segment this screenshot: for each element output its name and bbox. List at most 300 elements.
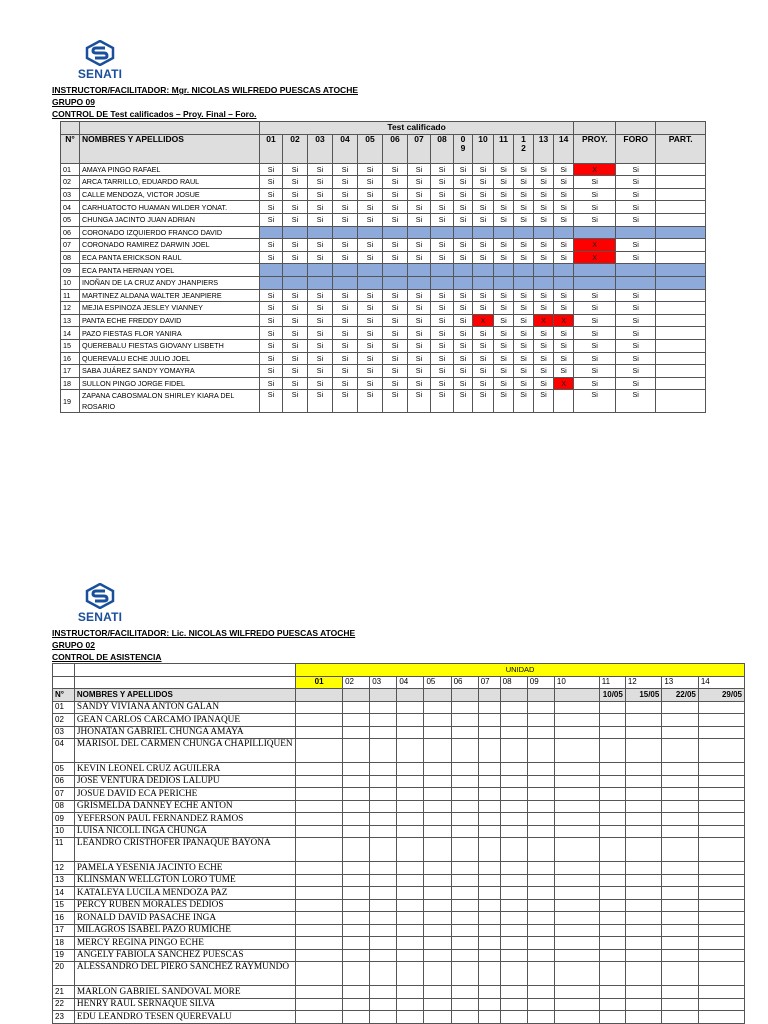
- attendance-cell[interactable]: [698, 862, 744, 875]
- attendance-cell[interactable]: [554, 1011, 599, 1024]
- attendance-cell[interactable]: [424, 813, 451, 826]
- attendance-cell[interactable]: [527, 739, 554, 763]
- attendance-cell[interactable]: [599, 962, 625, 986]
- attendance-cell[interactable]: [554, 986, 599, 999]
- attendance-cell[interactable]: [343, 788, 370, 801]
- attendance-cell[interactable]: [424, 1011, 451, 1024]
- attendance-cell[interactable]: [554, 998, 599, 1011]
- attendance-cell[interactable]: [500, 825, 527, 838]
- attendance-cell[interactable]: [296, 949, 343, 962]
- attendance-cell[interactable]: [500, 788, 527, 801]
- attendance-cell[interactable]: [296, 763, 343, 776]
- attendance-cell[interactable]: [662, 714, 699, 727]
- attendance-cell[interactable]: [451, 899, 478, 912]
- attendance-cell[interactable]: [424, 862, 451, 875]
- attendance-cell[interactable]: [554, 838, 599, 862]
- attendance-cell[interactable]: [599, 825, 625, 838]
- attendance-cell[interactable]: [599, 986, 625, 999]
- attendance-cell[interactable]: [370, 838, 397, 862]
- attendance-cell[interactable]: [343, 739, 370, 763]
- attendance-cell[interactable]: [698, 986, 744, 999]
- attendance-cell[interactable]: [370, 998, 397, 1011]
- attendance-cell[interactable]: [698, 813, 744, 826]
- attendance-cell[interactable]: [370, 1011, 397, 1024]
- attendance-cell[interactable]: [397, 937, 424, 950]
- attendance-cell[interactable]: [500, 887, 527, 900]
- attendance-cell[interactable]: [527, 887, 554, 900]
- attendance-cell[interactable]: [296, 986, 343, 999]
- attendance-cell[interactable]: [500, 775, 527, 788]
- attendance-cell[interactable]: [662, 1011, 699, 1024]
- attendance-cell[interactable]: [451, 726, 478, 739]
- attendance-cell[interactable]: [296, 1011, 343, 1024]
- attendance-cell[interactable]: [397, 962, 424, 986]
- attendance-cell[interactable]: [343, 986, 370, 999]
- attendance-cell[interactable]: [296, 962, 343, 986]
- attendance-cell[interactable]: [451, 862, 478, 875]
- attendance-cell[interactable]: [397, 986, 424, 999]
- attendance-cell[interactable]: [424, 912, 451, 925]
- attendance-cell[interactable]: [662, 912, 699, 925]
- attendance-cell[interactable]: [599, 862, 625, 875]
- attendance-cell[interactable]: [599, 813, 625, 826]
- attendance-cell[interactable]: [451, 887, 478, 900]
- attendance-cell[interactable]: [451, 813, 478, 826]
- attendance-cell[interactable]: [424, 726, 451, 739]
- attendance-cell[interactable]: [625, 899, 662, 912]
- attendance-cell[interactable]: [554, 788, 599, 801]
- attendance-cell[interactable]: [451, 763, 478, 776]
- attendance-cell[interactable]: [662, 726, 699, 739]
- attendance-cell[interactable]: [343, 1011, 370, 1024]
- attendance-cell[interactable]: [343, 998, 370, 1011]
- attendance-cell[interactable]: [296, 838, 343, 862]
- attendance-cell[interactable]: [554, 701, 599, 714]
- attendance-cell[interactable]: [527, 862, 554, 875]
- attendance-cell[interactable]: [599, 924, 625, 937]
- attendance-cell[interactable]: [370, 887, 397, 900]
- attendance-cell[interactable]: [625, 986, 662, 999]
- attendance-cell[interactable]: [500, 739, 527, 763]
- attendance-cell[interactable]: [296, 788, 343, 801]
- attendance-cell[interactable]: [343, 838, 370, 862]
- attendance-cell[interactable]: [343, 962, 370, 986]
- attendance-cell[interactable]: [397, 874, 424, 887]
- attendance-cell[interactable]: [370, 701, 397, 714]
- attendance-cell[interactable]: [527, 701, 554, 714]
- attendance-cell[interactable]: [397, 887, 424, 900]
- attendance-cell[interactable]: [500, 838, 527, 862]
- attendance-cell[interactable]: [698, 949, 744, 962]
- attendance-cell[interactable]: [698, 887, 744, 900]
- attendance-cell[interactable]: [343, 800, 370, 813]
- attendance-cell[interactable]: [698, 825, 744, 838]
- attendance-cell[interactable]: [554, 813, 599, 826]
- attendance-cell[interactable]: [554, 739, 599, 763]
- attendance-cell[interactable]: [527, 899, 554, 912]
- attendance-cell[interactable]: [625, 775, 662, 788]
- attendance-cell[interactable]: [296, 998, 343, 1011]
- attendance-cell[interactable]: [478, 825, 500, 838]
- attendance-cell[interactable]: [554, 714, 599, 727]
- attendance-cell[interactable]: [343, 726, 370, 739]
- attendance-cell[interactable]: [451, 924, 478, 937]
- attendance-cell[interactable]: [296, 874, 343, 887]
- attendance-cell[interactable]: [625, 788, 662, 801]
- attendance-cell[interactable]: [296, 726, 343, 739]
- attendance-cell[interactable]: [662, 825, 699, 838]
- attendance-cell[interactable]: [370, 726, 397, 739]
- attendance-cell[interactable]: [599, 775, 625, 788]
- attendance-cell[interactable]: [662, 763, 699, 776]
- attendance-cell[interactable]: [370, 924, 397, 937]
- attendance-cell[interactable]: [478, 800, 500, 813]
- attendance-cell[interactable]: [397, 1011, 424, 1024]
- attendance-cell[interactable]: [478, 763, 500, 776]
- attendance-cell[interactable]: [397, 899, 424, 912]
- attendance-cell[interactable]: [554, 763, 599, 776]
- attendance-cell[interactable]: [527, 838, 554, 862]
- attendance-cell[interactable]: [296, 714, 343, 727]
- attendance-cell[interactable]: [625, 800, 662, 813]
- attendance-cell[interactable]: [625, 998, 662, 1011]
- attendance-cell[interactable]: [296, 862, 343, 875]
- attendance-cell[interactable]: [527, 949, 554, 962]
- attendance-cell[interactable]: [343, 949, 370, 962]
- attendance-cell[interactable]: [500, 813, 527, 826]
- attendance-cell[interactable]: [451, 986, 478, 999]
- attendance-cell[interactable]: [370, 937, 397, 950]
- attendance-cell[interactable]: [343, 763, 370, 776]
- attendance-cell[interactable]: [625, 701, 662, 714]
- attendance-cell[interactable]: [500, 726, 527, 739]
- attendance-cell[interactable]: [343, 912, 370, 925]
- attendance-cell[interactable]: [451, 825, 478, 838]
- attendance-cell[interactable]: [451, 800, 478, 813]
- attendance-cell[interactable]: [662, 838, 699, 862]
- attendance-cell[interactable]: [343, 813, 370, 826]
- attendance-cell[interactable]: [698, 874, 744, 887]
- attendance-cell[interactable]: [554, 800, 599, 813]
- attendance-cell[interactable]: [478, 949, 500, 962]
- attendance-cell[interactable]: [599, 726, 625, 739]
- attendance-cell[interactable]: [599, 949, 625, 962]
- attendance-cell[interactable]: [424, 874, 451, 887]
- attendance-cell[interactable]: [451, 912, 478, 925]
- attendance-cell[interactable]: [424, 998, 451, 1011]
- attendance-cell[interactable]: [451, 937, 478, 950]
- attendance-cell[interactable]: [370, 739, 397, 763]
- attendance-cell[interactable]: [599, 874, 625, 887]
- attendance-cell[interactable]: [343, 937, 370, 950]
- attendance-cell[interactable]: [370, 788, 397, 801]
- attendance-cell[interactable]: [397, 949, 424, 962]
- attendance-cell[interactable]: [397, 912, 424, 925]
- attendance-cell[interactable]: [554, 726, 599, 739]
- attendance-cell[interactable]: [698, 998, 744, 1011]
- attendance-cell[interactable]: [625, 714, 662, 727]
- attendance-cell[interactable]: [397, 788, 424, 801]
- attendance-cell[interactable]: [698, 788, 744, 801]
- attendance-cell[interactable]: [451, 1011, 478, 1024]
- attendance-cell[interactable]: [296, 701, 343, 714]
- attendance-cell[interactable]: [478, 701, 500, 714]
- attendance-cell[interactable]: [478, 986, 500, 999]
- attendance-cell[interactable]: [500, 937, 527, 950]
- attendance-cell[interactable]: [451, 775, 478, 788]
- attendance-cell[interactable]: [397, 726, 424, 739]
- attendance-cell[interactable]: [424, 899, 451, 912]
- attendance-cell[interactable]: [554, 949, 599, 962]
- attendance-cell[interactable]: [662, 775, 699, 788]
- attendance-cell[interactable]: [397, 998, 424, 1011]
- attendance-cell[interactable]: [698, 899, 744, 912]
- attendance-cell[interactable]: [451, 998, 478, 1011]
- attendance-cell[interactable]: [478, 924, 500, 937]
- attendance-cell[interactable]: [599, 714, 625, 727]
- attendance-cell[interactable]: [662, 949, 699, 962]
- attendance-cell[interactable]: [527, 775, 554, 788]
- attendance-cell[interactable]: [478, 899, 500, 912]
- attendance-cell[interactable]: [370, 874, 397, 887]
- attendance-cell[interactable]: [527, 986, 554, 999]
- attendance-cell[interactable]: [397, 813, 424, 826]
- attendance-cell[interactable]: [370, 899, 397, 912]
- attendance-cell[interactable]: [599, 1011, 625, 1024]
- attendance-cell[interactable]: [500, 800, 527, 813]
- attendance-cell[interactable]: [397, 739, 424, 763]
- attendance-cell[interactable]: [599, 887, 625, 900]
- attendance-cell[interactable]: [424, 800, 451, 813]
- attendance-cell[interactable]: [370, 763, 397, 776]
- attendance-cell[interactable]: [296, 825, 343, 838]
- attendance-cell[interactable]: [527, 825, 554, 838]
- attendance-cell[interactable]: [625, 924, 662, 937]
- attendance-cell[interactable]: [451, 739, 478, 763]
- attendance-cell[interactable]: [698, 763, 744, 776]
- attendance-cell[interactable]: [554, 862, 599, 875]
- attendance-cell[interactable]: [424, 887, 451, 900]
- attendance-cell[interactable]: [451, 962, 478, 986]
- attendance-cell[interactable]: [343, 862, 370, 875]
- attendance-cell[interactable]: [554, 874, 599, 887]
- attendance-cell[interactable]: [478, 912, 500, 925]
- attendance-cell[interactable]: [451, 949, 478, 962]
- attendance-cell[interactable]: [370, 862, 397, 875]
- attendance-cell[interactable]: [370, 775, 397, 788]
- attendance-cell[interactable]: [527, 937, 554, 950]
- attendance-cell[interactable]: [599, 800, 625, 813]
- attendance-cell[interactable]: [478, 726, 500, 739]
- attendance-cell[interactable]: [500, 912, 527, 925]
- attendance-cell[interactable]: [424, 838, 451, 862]
- attendance-cell[interactable]: [451, 714, 478, 727]
- attendance-cell[interactable]: [343, 924, 370, 937]
- attendance-cell[interactable]: [478, 874, 500, 887]
- attendance-cell[interactable]: [625, 949, 662, 962]
- attendance-cell[interactable]: [500, 874, 527, 887]
- attendance-cell[interactable]: [343, 775, 370, 788]
- attendance-cell[interactable]: [527, 813, 554, 826]
- attendance-cell[interactable]: [554, 825, 599, 838]
- attendance-cell[interactable]: [478, 1011, 500, 1024]
- attendance-cell[interactable]: [554, 912, 599, 925]
- attendance-cell[interactable]: [478, 887, 500, 900]
- attendance-cell[interactable]: [370, 986, 397, 999]
- attendance-cell[interactable]: [599, 899, 625, 912]
- attendance-cell[interactable]: [500, 714, 527, 727]
- attendance-cell[interactable]: [478, 998, 500, 1011]
- attendance-cell[interactable]: [500, 924, 527, 937]
- attendance-cell[interactable]: [343, 874, 370, 887]
- attendance-cell[interactable]: [370, 813, 397, 826]
- attendance-cell[interactable]: [424, 775, 451, 788]
- attendance-cell[interactable]: [397, 838, 424, 862]
- attendance-cell[interactable]: [343, 825, 370, 838]
- attendance-cell[interactable]: [296, 775, 343, 788]
- attendance-cell[interactable]: [625, 937, 662, 950]
- attendance-cell[interactable]: [478, 838, 500, 862]
- attendance-cell[interactable]: [527, 763, 554, 776]
- attendance-cell[interactable]: [662, 874, 699, 887]
- attendance-cell[interactable]: [698, 838, 744, 862]
- attendance-cell[interactable]: [424, 701, 451, 714]
- attendance-cell[interactable]: [343, 714, 370, 727]
- attendance-cell[interactable]: [527, 1011, 554, 1024]
- attendance-cell[interactable]: [370, 962, 397, 986]
- attendance-cell[interactable]: [698, 714, 744, 727]
- attendance-cell[interactable]: [554, 899, 599, 912]
- attendance-cell[interactable]: [527, 924, 554, 937]
- attendance-cell[interactable]: [698, 800, 744, 813]
- attendance-cell[interactable]: [296, 800, 343, 813]
- attendance-cell[interactable]: [625, 874, 662, 887]
- attendance-cell[interactable]: [424, 986, 451, 999]
- attendance-cell[interactable]: [625, 763, 662, 776]
- attendance-cell[interactable]: [424, 739, 451, 763]
- attendance-cell[interactable]: [527, 998, 554, 1011]
- attendance-cell[interactable]: [599, 912, 625, 925]
- attendance-cell[interactable]: [478, 813, 500, 826]
- attendance-cell[interactable]: [527, 800, 554, 813]
- attendance-cell[interactable]: [397, 924, 424, 937]
- attendance-cell[interactable]: [625, 739, 662, 763]
- attendance-cell[interactable]: [478, 739, 500, 763]
- attendance-cell[interactable]: [296, 937, 343, 950]
- attendance-cell[interactable]: [554, 962, 599, 986]
- attendance-cell[interactable]: [554, 937, 599, 950]
- attendance-cell[interactable]: [343, 701, 370, 714]
- attendance-cell[interactable]: [370, 800, 397, 813]
- attendance-cell[interactable]: [625, 962, 662, 986]
- attendance-cell[interactable]: [527, 874, 554, 887]
- attendance-cell[interactable]: [662, 862, 699, 875]
- attendance-cell[interactable]: [698, 962, 744, 986]
- attendance-cell[interactable]: [478, 775, 500, 788]
- attendance-cell[interactable]: [343, 899, 370, 912]
- attendance-cell[interactable]: [478, 714, 500, 727]
- attendance-cell[interactable]: [662, 937, 699, 950]
- attendance-cell[interactable]: [424, 962, 451, 986]
- attendance-cell[interactable]: [599, 739, 625, 763]
- attendance-cell[interactable]: [698, 701, 744, 714]
- attendance-cell[interactable]: [662, 739, 699, 763]
- attendance-cell[interactable]: [500, 998, 527, 1011]
- attendance-cell[interactable]: [500, 763, 527, 776]
- attendance-cell[interactable]: [296, 924, 343, 937]
- attendance-cell[interactable]: [662, 924, 699, 937]
- attendance-cell[interactable]: [451, 788, 478, 801]
- attendance-cell[interactable]: [698, 1011, 744, 1024]
- attendance-cell[interactable]: [625, 838, 662, 862]
- attendance-cell[interactable]: [554, 775, 599, 788]
- attendance-cell[interactable]: [397, 763, 424, 776]
- attendance-cell[interactable]: [554, 924, 599, 937]
- attendance-cell[interactable]: [662, 701, 699, 714]
- attendance-cell[interactable]: [370, 949, 397, 962]
- attendance-cell[interactable]: [424, 924, 451, 937]
- attendance-cell[interactable]: [451, 838, 478, 862]
- attendance-cell[interactable]: [527, 714, 554, 727]
- attendance-cell[interactable]: [698, 912, 744, 925]
- attendance-cell[interactable]: [599, 701, 625, 714]
- attendance-cell[interactable]: [625, 1011, 662, 1024]
- attendance-cell[interactable]: [662, 800, 699, 813]
- attendance-cell[interactable]: [662, 813, 699, 826]
- attendance-cell[interactable]: [397, 701, 424, 714]
- attendance-cell[interactable]: [397, 714, 424, 727]
- attendance-cell[interactable]: [625, 912, 662, 925]
- attendance-cell[interactable]: [478, 862, 500, 875]
- attendance-cell[interactable]: [397, 800, 424, 813]
- attendance-cell[interactable]: [662, 887, 699, 900]
- attendance-cell[interactable]: [500, 986, 527, 999]
- attendance-cell[interactable]: [698, 937, 744, 950]
- attendance-cell[interactable]: [500, 701, 527, 714]
- attendance-cell[interactable]: [370, 912, 397, 925]
- attendance-cell[interactable]: [370, 714, 397, 727]
- attendance-cell[interactable]: [343, 887, 370, 900]
- attendance-cell[interactable]: [662, 962, 699, 986]
- attendance-cell[interactable]: [424, 788, 451, 801]
- attendance-cell[interactable]: [527, 962, 554, 986]
- attendance-cell[interactable]: [500, 1011, 527, 1024]
- attendance-cell[interactable]: [625, 813, 662, 826]
- attendance-cell[interactable]: [296, 739, 343, 763]
- attendance-cell[interactable]: [296, 912, 343, 925]
- attendance-cell[interactable]: [424, 763, 451, 776]
- attendance-cell[interactable]: [554, 887, 599, 900]
- attendance-cell[interactable]: [451, 701, 478, 714]
- attendance-cell[interactable]: [662, 788, 699, 801]
- attendance-cell[interactable]: [662, 899, 699, 912]
- attendance-cell[interactable]: [424, 825, 451, 838]
- attendance-cell[interactable]: [625, 726, 662, 739]
- attendance-cell[interactable]: [662, 986, 699, 999]
- attendance-cell[interactable]: [451, 874, 478, 887]
- attendance-cell[interactable]: [527, 726, 554, 739]
- attendance-cell[interactable]: [527, 788, 554, 801]
- attendance-cell[interactable]: [478, 962, 500, 986]
- attendance-cell[interactable]: [500, 949, 527, 962]
- attendance-cell[interactable]: [500, 962, 527, 986]
- attendance-cell[interactable]: [397, 825, 424, 838]
- attendance-cell[interactable]: [296, 887, 343, 900]
- attendance-cell[interactable]: [625, 825, 662, 838]
- attendance-cell[interactable]: [500, 862, 527, 875]
- attendance-cell[interactable]: [625, 862, 662, 875]
- attendance-cell[interactable]: [424, 714, 451, 727]
